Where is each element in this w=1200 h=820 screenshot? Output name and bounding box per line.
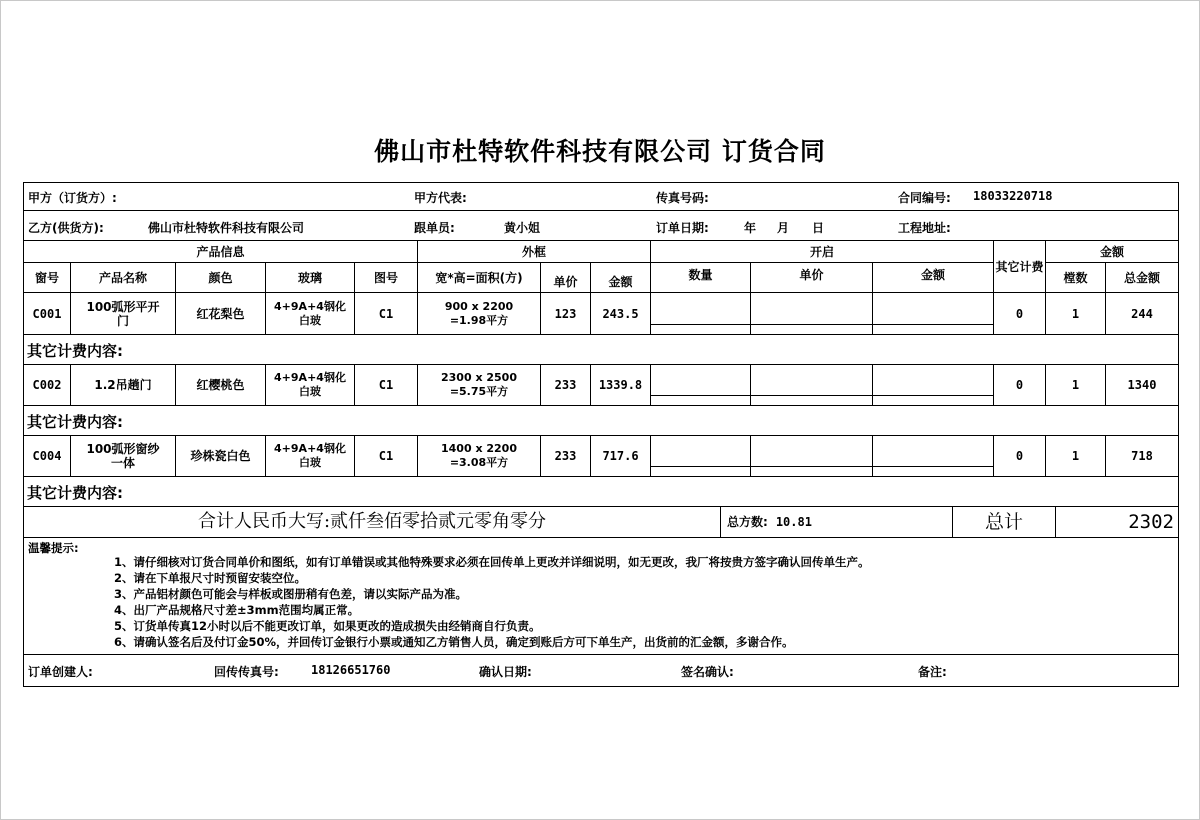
note-item: 2、请在下单报尺寸时预留安装空位。 — [114, 571, 306, 585]
col-total: 总金额 — [1123, 270, 1160, 285]
row-unit-price: 123 — [541, 293, 591, 334]
row-count: 1 — [1046, 436, 1106, 476]
row-name: 100弧形平开门 — [71, 293, 176, 334]
rmb-uppercase: 合计人民币大写:贰仟叁佰零拾贰元零角零分 — [24, 507, 721, 537]
note-item: 5、订货单传真12小时以后不能更改订单，如果更改的造成损失由经销商自行负责。 — [114, 619, 541, 633]
row-unit-price: 233 — [541, 365, 591, 405]
col-color: 颜色 — [176, 263, 266, 292]
row-glass: 4+9A+4钢化白玻 — [266, 436, 355, 476]
note-item: 3、产品铝材颜色可能会与样板或图册稍有色差，请以实际产品为准。 — [114, 587, 467, 601]
row-open-divider — [651, 466, 994, 467]
col-unit-price: 单价 — [541, 263, 591, 292]
header-group-row — [24, 241, 1178, 274]
row-window: C004 — [24, 436, 71, 476]
notes-heading: 温馨提示: — [28, 541, 79, 555]
row-figure: C1 — [355, 365, 418, 405]
row-size-cell — [418, 365, 541, 405]
row-figure: C1 — [355, 293, 418, 334]
col-window: 窗号 — [24, 263, 71, 292]
row-open-amount — [873, 365, 994, 405]
row-open-qty — [651, 436, 751, 476]
site-label: 工程地址: — [898, 221, 951, 235]
row-open-amount — [873, 293, 994, 334]
party-b-row — [24, 211, 1178, 241]
return-fax-label: 回传传真号: — [214, 665, 279, 679]
other-fee-row — [24, 335, 1178, 365]
order-date-day: 日 — [812, 221, 825, 235]
note-item: 4、出厂产品规格尺寸差±3mm范围均属正常。 — [114, 603, 360, 617]
row-open-amount — [873, 436, 994, 476]
col-open-price: 单价 — [751, 263, 873, 292]
summary-row — [24, 507, 1178, 538]
footer-row — [24, 655, 1178, 686]
row-size: 900 x 2200 — [444, 299, 514, 313]
row-size: 2300 x 2500 — [441, 371, 517, 384]
group-other-fee: 其它计费 — [994, 241, 1046, 293]
group-amount: 金额 — [1046, 241, 1178, 263]
row-window: C001 — [24, 293, 71, 334]
row-other-fee: 0 — [994, 365, 1046, 405]
row-name: 1.2吊趟门 — [71, 365, 176, 405]
party-a-rep-label: 甲方代表: — [414, 191, 467, 205]
other-fee-row — [24, 406, 1178, 436]
other-fee-label: 其它计费内容: — [27, 413, 123, 431]
order-date-year: 年 — [744, 221, 757, 235]
total-area: 10.81 — [775, 515, 812, 529]
follower-label: 跟单员: — [414, 221, 455, 235]
table-row — [24, 365, 1178, 406]
row-window: C002 — [24, 365, 71, 405]
row-unit-price: 233 — [541, 436, 591, 476]
row-area: =5.75平方 — [449, 385, 509, 398]
return-fax-value: 18126651760 — [311, 663, 391, 677]
grand-total: 2302 — [1128, 511, 1174, 533]
row-total: 718 — [1131, 449, 1153, 463]
row-amount: 1339.8 — [591, 365, 651, 405]
row-total: 244 — [1131, 306, 1153, 321]
group-product-info: 产品信息 — [24, 241, 418, 263]
creator-label: 订单创建人: — [28, 665, 93, 679]
party-a-label: 甲方（订货方）: — [28, 191, 117, 205]
row-count: 1 — [1046, 293, 1106, 334]
party-a-row — [24, 183, 1178, 211]
notes-section — [24, 538, 1178, 655]
row-area: =1.98平方 — [449, 313, 509, 327]
row-size: 1400 x 2200 — [441, 442, 517, 455]
col-count: 樘数 — [1046, 263, 1106, 292]
row-color: 红花梨色 — [176, 293, 266, 334]
row-name: 100弧形窗纱一体 — [71, 436, 176, 476]
row-amount: 717.6 — [591, 436, 651, 476]
other-fee-row — [24, 477, 1178, 507]
confirm-date-label: 确认日期: — [479, 665, 532, 679]
col-amount: 金额 — [591, 263, 651, 292]
header-column-row — [24, 263, 1178, 293]
row-open-divider — [651, 324, 994, 325]
col-figure: 图号 — [355, 263, 418, 292]
note-item: 1、请仔细核对订货合同单价和图纸，如有订单错误或其他特殊要求必须在回传单上更改并详细说明，如无更改，我厂将按贵方签字确认回传单生产。 — [114, 555, 870, 569]
other-fee-label: 其它计费内容: — [27, 342, 123, 360]
col-name: 产品名称 — [71, 263, 176, 292]
row-open-price — [751, 293, 873, 334]
row-area: =3.08平方 — [449, 456, 509, 469]
other-fee-label: 其它计费内容: — [27, 484, 123, 502]
row-open-qty — [651, 293, 751, 334]
row-size-cell — [418, 436, 541, 476]
row-other-fee: 0 — [994, 436, 1046, 476]
total-area-label: 总方数: — [727, 515, 768, 529]
table-row — [24, 293, 1178, 335]
order-date-label: 订单日期: — [656, 221, 709, 235]
contract-sheet — [23, 182, 1179, 687]
row-amount: 243.5 — [591, 293, 651, 334]
row-count: 1 — [1046, 365, 1106, 405]
page-title: 佛山市杜特软件科技有限公司 订货合同 — [374, 137, 826, 166]
row-figure: C1 — [355, 436, 418, 476]
row-open-price — [751, 436, 873, 476]
signature-label: 签名确认: — [681, 665, 734, 679]
party-b-value: 佛山市杜特软件科技有限公司 — [148, 221, 305, 235]
table-row — [24, 436, 1178, 477]
row-open-price — [751, 365, 873, 405]
row-open-qty — [651, 365, 751, 405]
row-open-divider — [651, 395, 994, 396]
row-other-fee: 0 — [994, 293, 1046, 334]
grand-total-label: 总计 — [953, 507, 1056, 537]
order-date-month: 月 — [777, 221, 790, 235]
fax-label: 传真号码: — [656, 191, 709, 205]
row-glass: 4+9A+4钢化白玻 — [266, 293, 355, 334]
contract-no-label: 合同编号: — [898, 191, 951, 205]
party-b-label: 乙方(供货方): — [28, 221, 104, 235]
remark-label: 备注: — [918, 665, 947, 679]
col-glass: 玻璃 — [266, 263, 355, 292]
col-open-qty: 数量 — [651, 263, 751, 292]
follower-value: 黄小姐 — [504, 221, 541, 235]
col-open-amount: 金额 — [873, 263, 994, 292]
row-size-cell — [418, 293, 541, 334]
note-item: 6、请确认签名后及付订金50%，并回传订金银行小票或通知乙方销售人员，确定到账后方可下单生产，出货前的汇金额，多谢合作。 — [114, 635, 794, 649]
row-glass: 4+9A+4钢化白玻 — [266, 365, 355, 405]
contract-no: 18033220718 — [973, 189, 1053, 203]
row-total: 1340 — [1127, 378, 1157, 392]
row-color: 珍株瓷白色 — [176, 436, 266, 476]
total-area-cell — [721, 507, 953, 537]
group-open: 开启 — [651, 241, 994, 263]
col-size: 宽*高=面积(方) — [418, 263, 541, 292]
row-color: 红樱桃色 — [176, 365, 266, 405]
group-frame: 外框 — [418, 241, 651, 263]
